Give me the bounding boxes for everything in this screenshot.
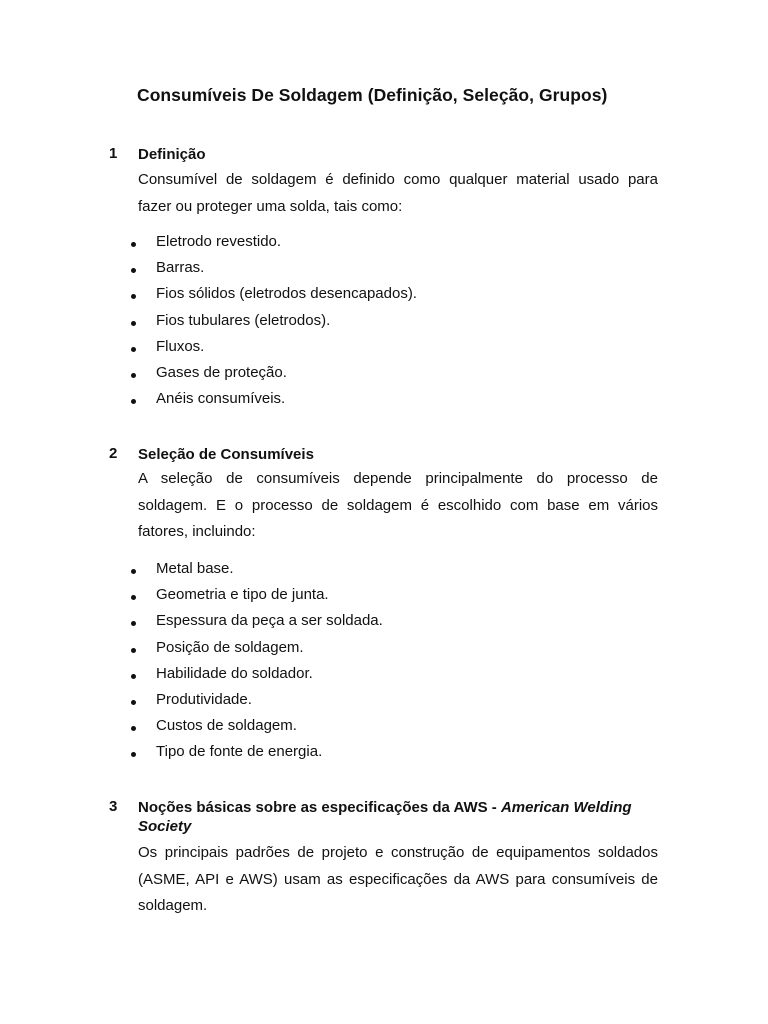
section-2-paragraph [138, 466, 658, 546]
list-item-text: Fluxos. [156, 337, 205, 355]
list-item-text: Produtividade. [156, 690, 252, 708]
list-item-text: Eletrodo revestido. [156, 233, 282, 250]
paragraph-line: Os principais padrões de projeto e construção de equipamentos soldados [138, 844, 658, 861]
list-item [0, 586, 768, 612]
list-item [0, 233, 768, 259]
list-item [0, 612, 768, 638]
list-item-text: Tipo de fonte de energia. [156, 743, 323, 761]
paragraph-line: Consumível de soldagem é definido como qualquer material usado para [138, 171, 658, 188]
section-number: 1 [109, 145, 118, 162]
list-item-text: Custos de soldagem. [156, 717, 297, 735]
bullet-icon [131, 242, 136, 247]
section-1-paragraph [138, 167, 658, 220]
paragraph-line: (ASME, API e AWS) usam as especificações da AWS para consumíveis de [138, 870, 658, 888]
section-2-bullet-list [0, 560, 768, 770]
bullet-icon [131, 399, 136, 404]
section-number: 2 [109, 445, 118, 462]
list-item [0, 717, 768, 743]
paragraph-line: soldagem. E o processo de soldagem é escolhido com base em vários [138, 496, 658, 514]
bullet-icon [131, 294, 136, 299]
list-item [0, 665, 768, 691]
list-item [0, 743, 768, 769]
bullet-icon [131, 373, 136, 378]
list-item-text: Habilidade do soldador. [156, 664, 313, 682]
list-item-text: Posição de soldagem. [156, 638, 304, 656]
list-item-text: Gases de proteção. [156, 363, 287, 381]
list-item-text: Espessura da peça a ser soldada. [156, 612, 383, 630]
bullet-icon [131, 752, 136, 757]
paragraph-line: fazer ou proteger uma solda, tais como: [138, 197, 403, 215]
bullet-icon [131, 321, 136, 326]
section-title-italic: American Welding Society [138, 799, 632, 835]
list-item [0, 691, 768, 717]
bullet-icon [131, 347, 136, 352]
paragraph-line: fatores, incluindo: [138, 523, 256, 540]
paragraph-line: A seleção de consumíveis depende principalmente do processo de [138, 470, 658, 487]
list-item-text: Anéis consumíveis. [156, 390, 286, 408]
bullet-icon [131, 268, 136, 273]
list-item [0, 312, 768, 338]
document-title: Consumíveis De Soldagem (Definição, Seleção, Grupos) [137, 85, 608, 105]
list-item-text: Fios tubulares (eletrodos). [156, 311, 331, 329]
bullet-icon [131, 595, 136, 600]
section-title-text: Noções básicas sobre as especificações da AWS - [138, 799, 501, 816]
list-item [0, 639, 768, 665]
list-item-text: Geometria e tipo de junta. [156, 586, 329, 604]
list-item [0, 390, 768, 416]
bullet-icon [131, 621, 136, 626]
list-item [0, 338, 768, 364]
list-item-text: Fios sólidos (eletrodos desencapados). [156, 285, 417, 303]
list-item [0, 285, 768, 311]
list-item-text: Metal base. [156, 560, 234, 577]
section-title: Seleção de Consumíveis [138, 446, 314, 463]
list-item-text: Barras. [156, 259, 205, 277]
list-item [0, 259, 768, 285]
list-item [0, 364, 768, 390]
list-item [0, 560, 768, 586]
paragraph-line: soldagem. [138, 897, 208, 914]
section-title [138, 798, 658, 836]
bullet-icon [131, 726, 136, 731]
section-3-paragraph [138, 840, 658, 920]
bullet-icon [131, 674, 136, 679]
section-number: 3 [109, 798, 118, 815]
bullet-icon [131, 648, 136, 653]
section-1-bullet-list [0, 233, 768, 416]
bullet-icon [131, 569, 136, 574]
section-title: Definição [138, 146, 206, 163]
bullet-icon [131, 700, 136, 705]
